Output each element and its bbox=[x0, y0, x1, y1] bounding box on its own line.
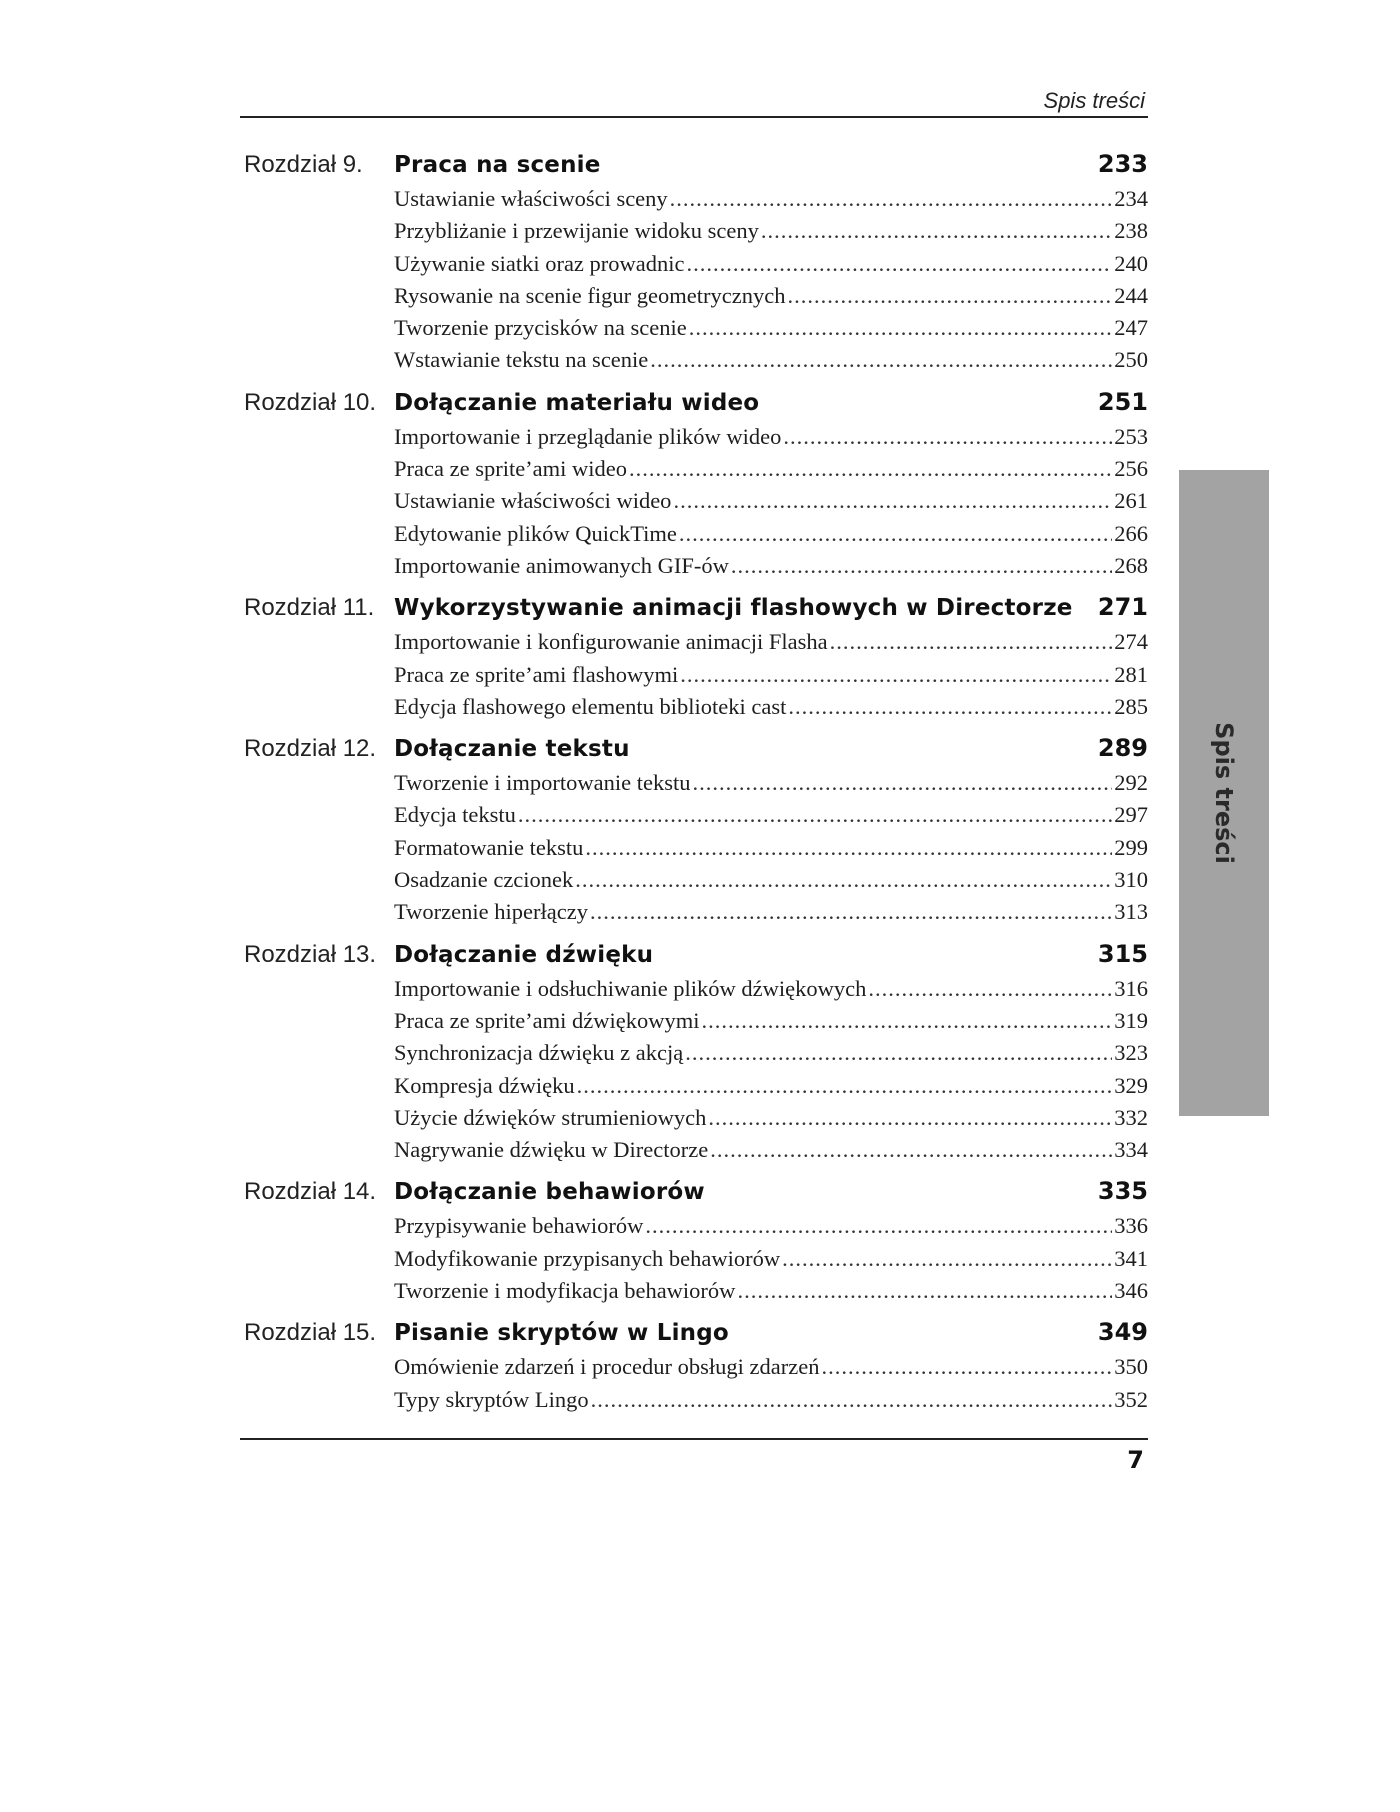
dot-leader bbox=[679, 521, 1112, 547]
toc-section-entry bbox=[394, 488, 1148, 520]
section-title: Użycie dźwięków strumieniowych bbox=[394, 1104, 707, 1130]
running-head-title: Spis treści bbox=[1043, 88, 1145, 113]
toc-section-entry bbox=[394, 835, 1148, 867]
chapter-heading bbox=[244, 734, 1148, 770]
toc-section-entry bbox=[394, 976, 1148, 1008]
dot-leader bbox=[788, 694, 1112, 720]
section-title: Synchronizacja dźwięku z akcją bbox=[394, 1040, 684, 1066]
toc-section-entry bbox=[394, 456, 1148, 488]
section-page-number: 238 bbox=[1114, 218, 1148, 244]
toc-section-entry bbox=[394, 1354, 1148, 1386]
dot-leader bbox=[687, 251, 1113, 277]
toc-section-entry bbox=[394, 1213, 1148, 1245]
dot-leader bbox=[689, 315, 1113, 341]
dot-leader bbox=[645, 1213, 1112, 1239]
section-title: Ustawianie właściwości wideo bbox=[394, 488, 672, 514]
chapter-page-number: 233 bbox=[1097, 150, 1148, 178]
page-number: 7 bbox=[1127, 1446, 1144, 1474]
dot-leader bbox=[685, 1040, 1112, 1066]
section-page-number: 334 bbox=[1114, 1137, 1148, 1163]
section-page-number: 319 bbox=[1114, 1007, 1148, 1033]
header-rule bbox=[240, 116, 1148, 118]
section-page-number: 234 bbox=[1114, 186, 1148, 211]
chapter-heading bbox=[244, 388, 1148, 424]
chapter-title: Dołączanie dźwięku bbox=[394, 941, 654, 968]
section-title: Praca ze sprite’ami flashowymi bbox=[394, 661, 679, 687]
chapter-title: Wykorzystywanie animacji flashowych w Directorze bbox=[394, 595, 1073, 622]
section-page-number: 274 bbox=[1114, 629, 1148, 655]
toc-chapter bbox=[244, 734, 1148, 931]
chapter-page-number: 271 bbox=[1097, 593, 1148, 622]
section-page-number: 285 bbox=[1114, 693, 1148, 719]
section-page-number: 346 bbox=[1114, 1278, 1148, 1304]
toc-section-entry bbox=[394, 553, 1148, 585]
chapter-heading bbox=[244, 1318, 1148, 1354]
toc-section-entry bbox=[394, 1105, 1148, 1137]
dot-leader bbox=[577, 1073, 1113, 1099]
dot-leader bbox=[710, 1137, 1112, 1163]
toc-section-entry bbox=[394, 424, 1148, 456]
section-title: Modyfikowanie przypisanych behawiorów bbox=[394, 1245, 781, 1271]
chapter-title: Praca na scenie bbox=[394, 152, 601, 178]
section-page-number: 244 bbox=[1114, 282, 1148, 308]
chapter-page-number: 335 bbox=[1097, 1177, 1148, 1206]
section-page-number: 268 bbox=[1114, 552, 1148, 578]
side-tab-label: Spis treści bbox=[1210, 722, 1238, 864]
table-of-contents bbox=[244, 150, 1148, 1427]
dot-leader bbox=[680, 662, 1112, 688]
section-title: Używanie siatki oraz prowadnic bbox=[394, 250, 685, 276]
toc-section-entry bbox=[394, 1073, 1148, 1105]
section-page-number: 297 bbox=[1114, 802, 1148, 828]
section-page-number: 341 bbox=[1114, 1245, 1148, 1271]
section-page-number: 281 bbox=[1114, 661, 1148, 687]
toc-section-entry bbox=[394, 802, 1148, 834]
dot-leader bbox=[761, 218, 1112, 244]
section-title: Rysowanie na scenie figur geometrycznych bbox=[394, 282, 786, 308]
toc-section-entry bbox=[394, 218, 1148, 250]
section-title: Przypisywanie behawiorów bbox=[394, 1213, 644, 1239]
section-title: Edycja flashowego elementu biblioteki cast bbox=[394, 693, 787, 719]
dot-leader bbox=[575, 867, 1112, 893]
chapter-title: Dołączanie tekstu bbox=[394, 736, 630, 763]
toc-section-entry bbox=[394, 186, 1148, 218]
toc-chapter bbox=[244, 1318, 1148, 1419]
toc-chapter bbox=[244, 1177, 1148, 1310]
dot-leader bbox=[737, 1278, 1112, 1304]
chapter-heading bbox=[244, 940, 1148, 976]
footer-rule bbox=[240, 1438, 1148, 1440]
dot-leader bbox=[708, 1105, 1112, 1131]
chapter-page-number: 251 bbox=[1097, 387, 1148, 416]
section-page-number: 261 bbox=[1114, 488, 1148, 514]
toc-section-entry bbox=[394, 315, 1148, 347]
dot-leader bbox=[787, 283, 1112, 309]
dot-leader bbox=[670, 186, 1113, 212]
section-page-number: 256 bbox=[1114, 456, 1148, 482]
toc-section-entry bbox=[394, 1246, 1148, 1278]
section-title: Kompresja dźwięku bbox=[394, 1072, 575, 1098]
toc-section-entry bbox=[394, 629, 1148, 661]
section-page-number: 316 bbox=[1114, 975, 1148, 1001]
toc-section-entry bbox=[394, 283, 1148, 315]
section-title: Tworzenie i modyfikacja behawiorów bbox=[394, 1278, 736, 1304]
dot-leader bbox=[830, 629, 1113, 655]
dot-leader bbox=[782, 1246, 1112, 1272]
dot-leader bbox=[629, 456, 1112, 482]
dot-leader bbox=[518, 802, 1112, 828]
chapter-title: Dołączanie behawiorów bbox=[394, 1179, 705, 1206]
chapter-label: Rozdział 15. bbox=[244, 1319, 377, 1347]
section-title: Wstawianie tekstu na scenie bbox=[394, 347, 649, 373]
section-title: Importowanie i odsłuchiwanie plików dźwiękowych bbox=[394, 975, 867, 1001]
toc-section-entry bbox=[394, 521, 1148, 553]
dot-leader bbox=[731, 553, 1112, 579]
toc-chapter bbox=[244, 150, 1148, 380]
toc-section-entry bbox=[394, 251, 1148, 283]
toc-section-entry bbox=[394, 770, 1148, 802]
section-title: Praca ze sprite’ami dźwiękowymi bbox=[394, 1007, 700, 1033]
dot-leader bbox=[585, 835, 1112, 861]
side-thumb-tab bbox=[1179, 470, 1269, 1116]
section-title: Tworzenie i importowanie tekstu bbox=[394, 770, 691, 796]
chapter-title: Pisanie skryptów w Lingo bbox=[394, 1320, 729, 1347]
dot-leader bbox=[821, 1354, 1112, 1380]
dot-leader bbox=[868, 976, 1112, 1002]
dot-leader bbox=[692, 770, 1112, 796]
toc-chapter bbox=[244, 593, 1148, 726]
dot-leader bbox=[650, 347, 1112, 373]
chapter-page-number: 289 bbox=[1097, 734, 1148, 763]
chapter-page-number: 315 bbox=[1097, 939, 1148, 968]
toc-section-entry bbox=[394, 1040, 1148, 1072]
chapter-title: Dołączanie materiału wideo bbox=[394, 389, 760, 416]
section-page-number: 240 bbox=[1114, 250, 1148, 276]
chapter-heading bbox=[244, 593, 1148, 629]
chapter-label: Rozdział 13. bbox=[244, 940, 377, 968]
toc-section-entry bbox=[394, 1137, 1148, 1169]
toc-chapter bbox=[244, 940, 1148, 1170]
toc-section-entry bbox=[394, 1387, 1148, 1419]
section-title: Przybliżanie i przewijanie widoku sceny bbox=[394, 218, 759, 244]
toc-section-entry bbox=[394, 1278, 1148, 1310]
chapter-heading bbox=[244, 1177, 1148, 1213]
section-title: Edytowanie plików QuickTime bbox=[394, 520, 677, 546]
toc-section-entry bbox=[394, 347, 1148, 379]
section-page-number: 350 bbox=[1114, 1354, 1148, 1380]
section-title: Tworzenie przycisków na scenie bbox=[394, 315, 687, 341]
chapter-label: Rozdział 11. bbox=[244, 594, 375, 622]
section-page-number: 292 bbox=[1114, 770, 1148, 796]
section-page-number: 250 bbox=[1114, 347, 1148, 373]
toc-chapter bbox=[244, 388, 1148, 585]
toc-section-entry bbox=[394, 899, 1148, 931]
section-page-number: 247 bbox=[1114, 315, 1148, 341]
section-title: Nagrywanie dźwięku w Directorze bbox=[394, 1137, 709, 1163]
dot-leader bbox=[783, 424, 1112, 450]
section-page-number: 336 bbox=[1114, 1213, 1148, 1239]
section-title: Tworzenie hiperłączy bbox=[394, 899, 588, 925]
section-title: Praca ze sprite’ami wideo bbox=[394, 456, 628, 482]
section-page-number: 310 bbox=[1114, 867, 1148, 893]
section-title: Edycja tekstu bbox=[394, 802, 516, 828]
chapter-label: Rozdział 14. bbox=[244, 1178, 377, 1206]
section-page-number: 313 bbox=[1114, 899, 1148, 925]
section-page-number: 332 bbox=[1114, 1104, 1148, 1130]
chapter-label: Rozdział 12. bbox=[244, 735, 377, 763]
section-page-number: 253 bbox=[1114, 423, 1148, 449]
section-title: Importowanie i konfigurowanie animacji Flasha bbox=[394, 629, 828, 655]
toc-section-entry bbox=[394, 1008, 1148, 1040]
toc-section-entry bbox=[394, 694, 1148, 726]
section-page-number: 299 bbox=[1114, 834, 1148, 860]
dot-leader bbox=[702, 1008, 1113, 1034]
dot-leader bbox=[590, 899, 1112, 925]
dot-leader bbox=[591, 1387, 1113, 1413]
chapter-page-number: 349 bbox=[1097, 1318, 1148, 1347]
section-title: Osadzanie czcionek bbox=[394, 867, 574, 893]
chapter-label: Rozdział 9. bbox=[244, 151, 363, 178]
toc-section-entry bbox=[394, 867, 1148, 899]
section-title: Importowanie animowanych GIF-ów bbox=[394, 552, 729, 578]
section-page-number: 352 bbox=[1114, 1386, 1148, 1412]
toc-section-entry bbox=[394, 662, 1148, 694]
chapter-heading bbox=[244, 150, 1148, 186]
section-title: Ustawianie właściwości sceny bbox=[394, 186, 668, 211]
section-page-number: 329 bbox=[1114, 1072, 1148, 1098]
section-title: Typy skryptów Lingo bbox=[394, 1386, 589, 1412]
section-title: Omówienie zdarzeń i procedur obsługi zdarzeń bbox=[394, 1354, 820, 1380]
section-page-number: 266 bbox=[1114, 520, 1148, 546]
dot-leader bbox=[673, 488, 1112, 514]
section-page-number: 323 bbox=[1114, 1040, 1148, 1066]
section-title: Importowanie i przeglądanie plików wideo bbox=[394, 423, 782, 449]
chapter-label: Rozdział 10. bbox=[244, 388, 377, 416]
section-title: Formatowanie tekstu bbox=[394, 834, 584, 860]
